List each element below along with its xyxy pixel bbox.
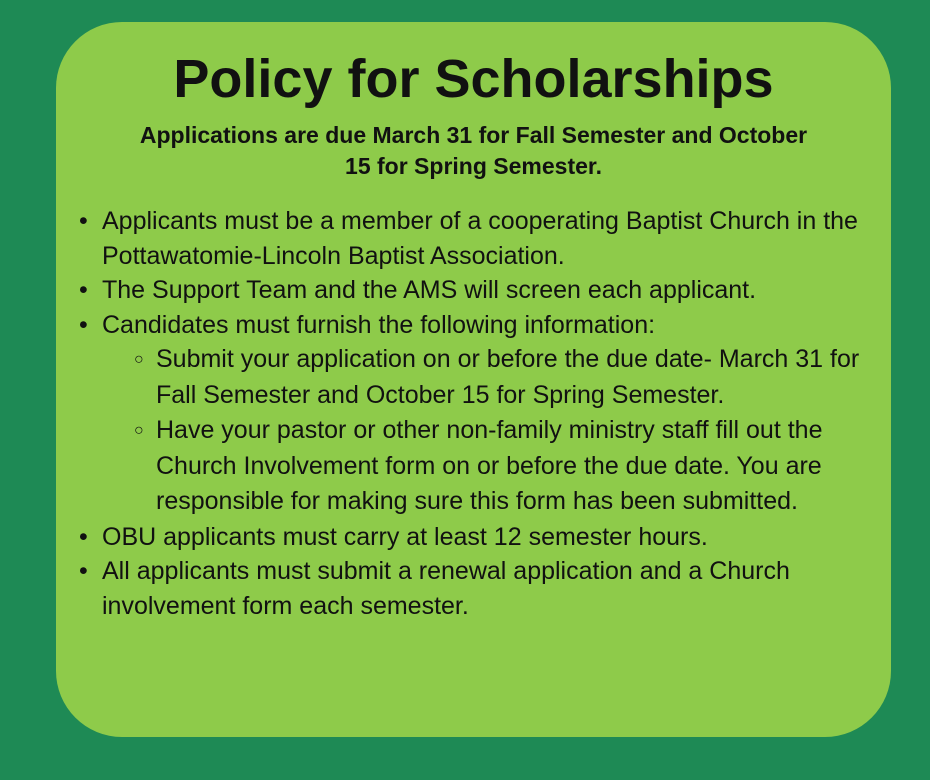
sub-list-item [134,342,871,413]
hollow-circle-icon: ○ [134,422,144,439]
list-item-text: Applicants must be a member of a cooperating Baptist Church in the Pottawatomie-Lincoln Baptist Association. [102,207,858,270]
sub-list [102,342,891,520]
bullet-icon: • [79,207,88,235]
due-dates-subtitle: Applications are due March 31 for Fall Semester and October 15 for Spring Semester. [139,122,808,179]
list-item-text: Candidates must furnish the following information: [102,310,656,339]
bullet-icon: • [79,557,88,585]
bullet-icon: • [79,276,88,304]
list-item-text: The Support Team and the AMS will screen each applicant. [102,276,757,304]
policy-card [56,22,891,737]
bullet-icon: • [79,310,88,339]
sub-list-item-text: Submit your application on or before the due date- March 31 for Fall Semester and October 15 for Spring Semester. [156,345,860,409]
list-item-text: All applicants must submit a renewal application and a Church involvement form each semester. [102,557,790,620]
sub-list-item-text: Have your pastor or other non-family ministry staff fill out the Church Involvement form on or before the due date. You are responsible for making sure this form has been submitted. [156,416,823,515]
list-item [79,273,891,308]
list-item [79,204,891,273]
list-item [79,308,891,520]
hollow-circle-icon: ○ [134,351,144,368]
list-item [79,520,891,555]
list-item [79,554,891,623]
sub-list-item [134,413,871,520]
page-title: Policy for Scholarships [173,49,774,109]
bullet-icon: • [79,522,88,551]
policy-list [56,204,891,623]
list-item-text: OBU applicants must carry at least 12 semester hours. [102,522,708,551]
